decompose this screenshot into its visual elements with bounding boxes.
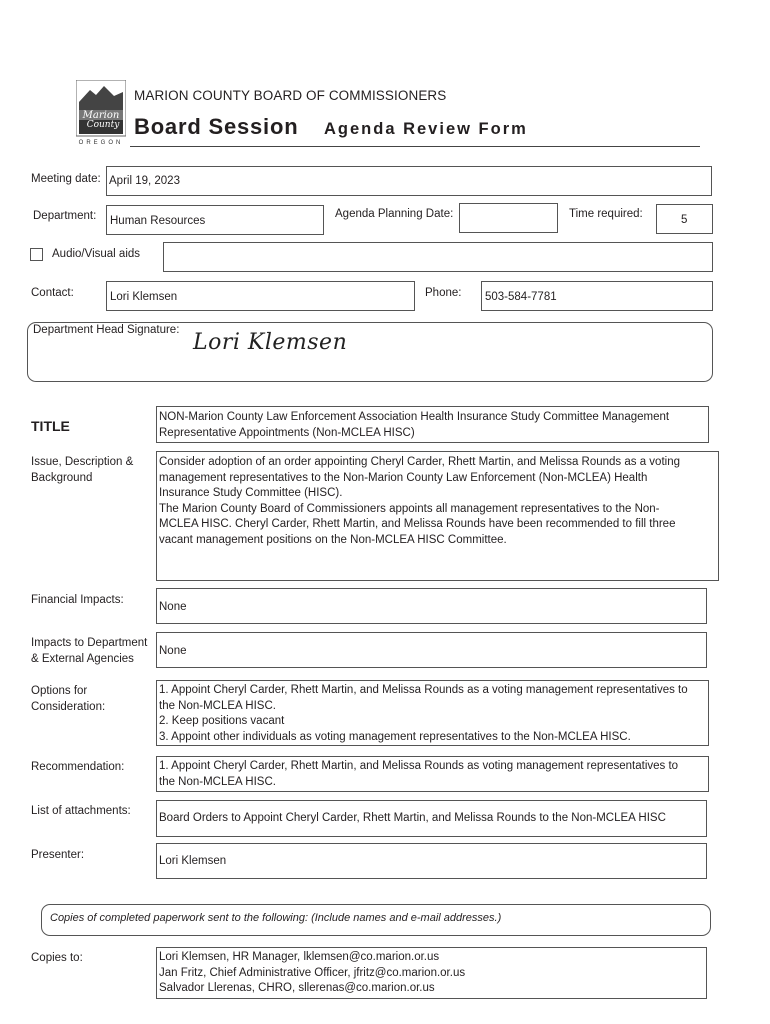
financial-label: Financial Impacts: — [31, 594, 124, 606]
phone-label: Phone: — [425, 287, 462, 299]
copies-value: Lori Klemsen, HR Manager, lklemsen@co.marion.or.us Jan Fritz, Chief Administrative Officer, jfritz@co.marion.or.us Salvador Llerenas, CHRO, sllerenas@co.marion.or.us — [159, 951, 466, 994]
impacts-label: Impacts to Department & External Agencies — [31, 637, 148, 665]
impacts-value: None — [159, 645, 187, 657]
copies-field[interactable] — [156, 947, 707, 999]
department-label: Department: — [33, 210, 97, 222]
svg-text:OREGON: OREGON — [78, 140, 124, 146]
financial-field[interactable] — [156, 588, 707, 624]
meeting-date-field[interactable] — [106, 166, 712, 196]
recommendation-label: Recommendation: — [31, 761, 125, 773]
department-value: Human Resources — [110, 215, 206, 227]
impacts-field[interactable] — [156, 632, 707, 668]
org-name: MARION COUNTY BOARD OF COMMISSIONERS — [134, 88, 447, 103]
av-aids-checkbox[interactable] — [30, 248, 43, 261]
options-value: 1. Appoint Cheryl Carder, Rhett Martin, and Melissa Rounds as a voting management representatives to the Non-MCLEA HISC. 2. Keep positions vacant 3. Appoint other individuals as voting management representatives to the Non-MCLEA HISC. — [159, 684, 688, 743]
attachments-field[interactable] — [156, 800, 707, 837]
issue-label: Issue, Description & Background — [31, 456, 134, 484]
contact-label: Contact: — [31, 287, 74, 299]
time-required-field[interactable] — [656, 204, 713, 234]
form-title: Board Session — [134, 114, 299, 139]
meeting-date-label: Meeting date: — [31, 173, 101, 185]
attachments-value: Board Orders to Appoint Cheryl Carder, Rhett Martin, and Melissa Rounds to the Non-MCLEA HISC — [159, 812, 666, 824]
time-required-value: 5 — [681, 214, 688, 226]
contact-field[interactable] — [106, 281, 415, 311]
av-aids-label: Audio/Visual aids — [52, 248, 141, 260]
copies-label: Copies to: — [31, 952, 83, 964]
svg-text:Marion: Marion — [82, 110, 120, 121]
financial-value: None — [159, 601, 187, 613]
meeting-date-value: April 19, 2023 — [109, 175, 180, 187]
presenter-value: Lori Klemsen — [159, 855, 227, 867]
header-rule — [130, 146, 700, 147]
options-label: Options for Consideration: — [31, 685, 106, 713]
recommendation-value: 1. Appoint Cheryl Carder, Rhett Martin, and Melissa Rounds as voting management representatives to the Non-MCLEA HISC. — [159, 760, 679, 788]
issue-value: Consider adoption of an order appointing Cheryl Carder, Rhett Martin, and Melissa Rounds as a voting management representatives to the Non-Marion County Law Enforcement (Non-MCLEA) Health Insurance Study Committee (HISC). The Marion County Board of Commissioners appoints all management representatives to the Non- MCLEA HISC. Cheryl Carder, Rhett Martin, and Melissa Rounds have been recommended to fill three vacant management positions on the Non-MCLEA HISC Committee. — [159, 456, 680, 546]
phone-value: 503-584-7781 — [485, 291, 557, 303]
phone-field[interactable] — [481, 281, 713, 311]
title-field[interactable] — [156, 406, 709, 443]
marion-county-logo — [76, 80, 126, 146]
svg-text:County: County — [86, 120, 120, 130]
presenter-label: Presenter: — [31, 849, 85, 861]
attachments-label: List of attachments: — [31, 805, 131, 817]
contact-value: Lori Klemsen — [110, 291, 178, 303]
time-required-label: Time required: — [569, 208, 643, 220]
options-field[interactable] — [156, 680, 709, 746]
recommendation-field[interactable] — [156, 756, 709, 792]
signature-label: Department Head Signature: — [33, 324, 180, 336]
copies-note: Copies of completed paperwork sent to the following: (Include names and e-mail addresses.) — [50, 912, 502, 924]
title-value: NON-Marion County Law Enforcement Association Health Insurance Study Committee Management Representative Appointments (Non-MCLEA HISC) — [159, 411, 670, 439]
issue-field[interactable] — [156, 451, 719, 581]
title-label: TITLE — [31, 418, 70, 434]
signature-handwritten: Lori Klemsen — [193, 330, 348, 355]
av-aids-field[interactable] — [163, 242, 713, 272]
presenter-field[interactable] — [156, 843, 707, 879]
department-field[interactable] — [106, 205, 324, 235]
planning-date-label: Agenda Planning Date: — [335, 208, 454, 220]
planning-date-field[interactable] — [459, 203, 558, 233]
form-subtitle: Agenda Review Form — [324, 120, 528, 138]
